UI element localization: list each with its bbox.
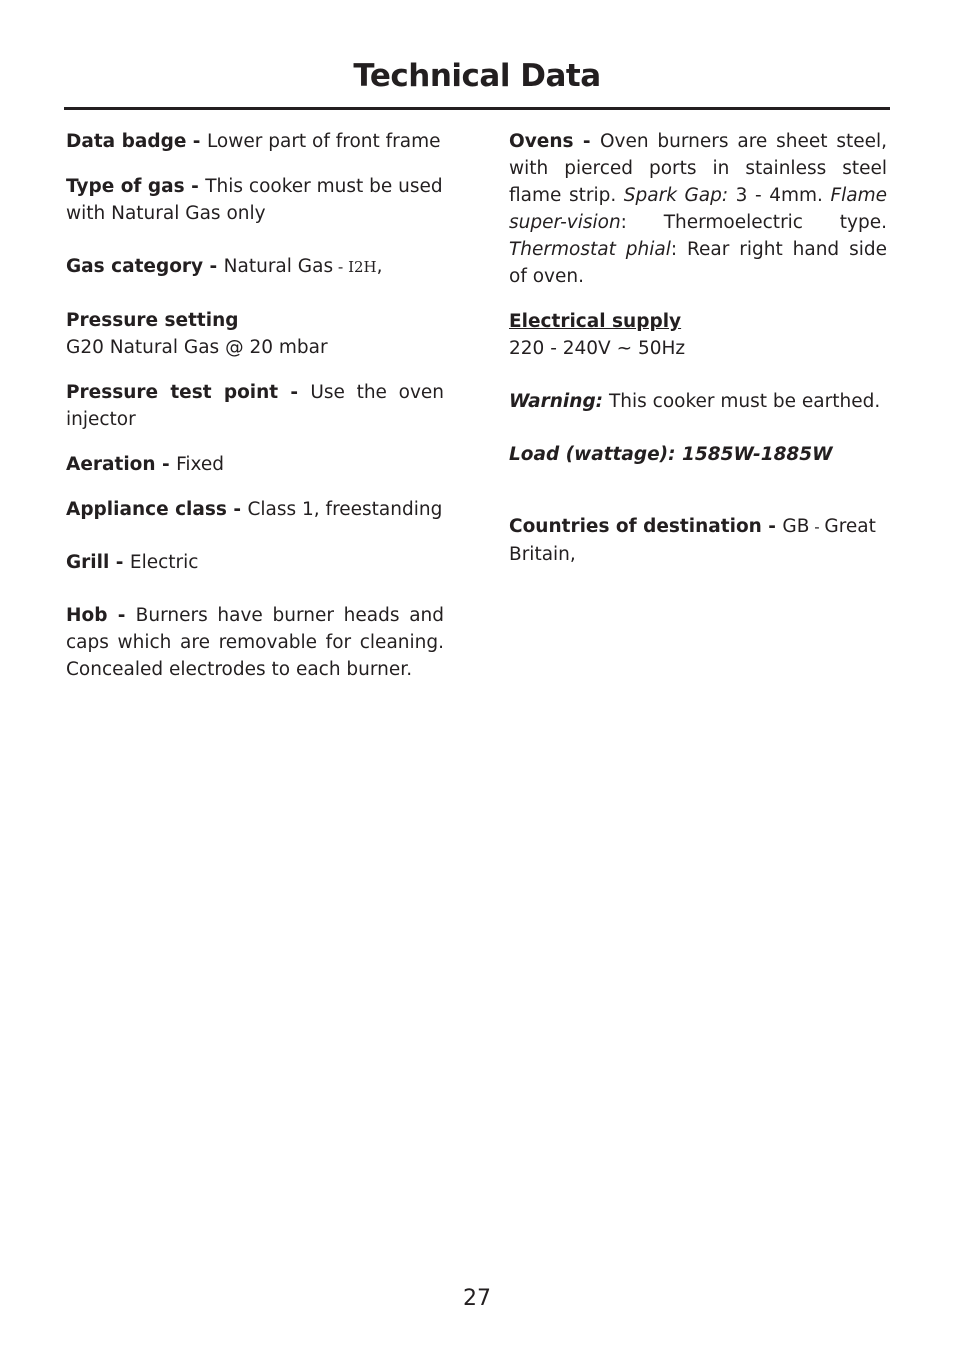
electrical-supply-label: Electrical supply bbox=[509, 311, 682, 332]
hob-entry bbox=[66, 602, 444, 683]
type-of-gas-entry bbox=[66, 173, 444, 227]
ovens-entry bbox=[509, 128, 887, 290]
title-divider bbox=[64, 107, 890, 110]
hob-text: Burners have burner heads and caps which are removable for cleaning. Concealed electrodes to each burner. bbox=[66, 605, 445, 680]
appliance-class-entry bbox=[66, 496, 444, 523]
pressure-setting-entry bbox=[66, 307, 444, 361]
pressure-setting-label: Pressure setting bbox=[66, 310, 239, 331]
appliance-class-label: Appliance class - bbox=[66, 499, 248, 520]
gas-category-text: Natural Gas bbox=[223, 256, 334, 277]
grill-text: Electric bbox=[129, 552, 199, 573]
electrical-supply-text: 220 - 240V ~ 50Hz bbox=[509, 338, 686, 359]
electrical-supply-entry bbox=[509, 308, 887, 362]
ovens-label: Ovens - bbox=[509, 131, 600, 152]
data-badge-label: Data badge - bbox=[66, 131, 207, 152]
countries-code: GB bbox=[782, 516, 810, 537]
left-column bbox=[66, 128, 444, 683]
grill-entry bbox=[66, 549, 444, 576]
pressure-test-point-label: Pressure test point - bbox=[66, 382, 311, 403]
load-text: Load (wattage): 1585W-1885W bbox=[509, 444, 833, 465]
right-column bbox=[509, 128, 887, 568]
gas-category-sep: - bbox=[333, 258, 349, 276]
ovens-text: Oven burners are sheet steel, with pierced ports in stainless steel flame strip. bbox=[509, 131, 888, 206]
data-badge-entry bbox=[66, 128, 444, 155]
spark-gap-value: 3 - 4mm. bbox=[735, 185, 823, 206]
thermostat-label: Thermostat phial bbox=[509, 239, 671, 260]
spark-gap-label: Spark Gap: bbox=[623, 185, 729, 206]
gas-category-tail: , bbox=[376, 256, 383, 277]
load-entry bbox=[509, 441, 887, 468]
type-of-gas-label: Type of gas - bbox=[66, 176, 206, 197]
countries-sep: - bbox=[809, 518, 825, 536]
thermostat-value: : Rear right hand side of oven. bbox=[509, 239, 887, 287]
pressure-test-point-entry bbox=[66, 379, 444, 433]
countries-text: Great Britain, bbox=[509, 516, 876, 565]
aeration-label: Aeration - bbox=[66, 454, 177, 475]
pressure-test-point-text: Use the oven injector bbox=[66, 382, 444, 430]
hob-label: Hob - bbox=[66, 605, 136, 626]
countries-entry bbox=[509, 513, 887, 568]
flame-supervision-label: Flame super-vision bbox=[509, 185, 888, 233]
gas-category-label: Gas category - bbox=[66, 256, 224, 277]
grill-label: Grill - bbox=[66, 552, 130, 573]
appliance-class-text: Class 1, freestanding bbox=[247, 499, 443, 520]
warning-entry bbox=[509, 388, 887, 415]
type-of-gas-text: This cooker must be used with Natural Gas only bbox=[66, 176, 443, 224]
aeration-entry bbox=[66, 451, 444, 478]
aeration-text: Fixed bbox=[176, 454, 225, 475]
page-number: 27 bbox=[463, 1286, 491, 1311]
gas-category-entry bbox=[66, 253, 444, 281]
data-badge-text: Lower part of front frame bbox=[206, 131, 441, 152]
countries-label: Countries of destination - bbox=[509, 516, 783, 537]
flame-supervision-value: : Thermoelectric type. bbox=[620, 212, 887, 233]
warning-text: This cooker must be earthed. bbox=[608, 391, 881, 412]
page-title: Technical Data bbox=[353, 58, 601, 94]
pressure-setting-text: G20 Natural Gas @ 20 mbar bbox=[66, 337, 328, 358]
warning-label: Warning: bbox=[509, 391, 604, 412]
gas-category-code: I2H bbox=[348, 258, 377, 276]
